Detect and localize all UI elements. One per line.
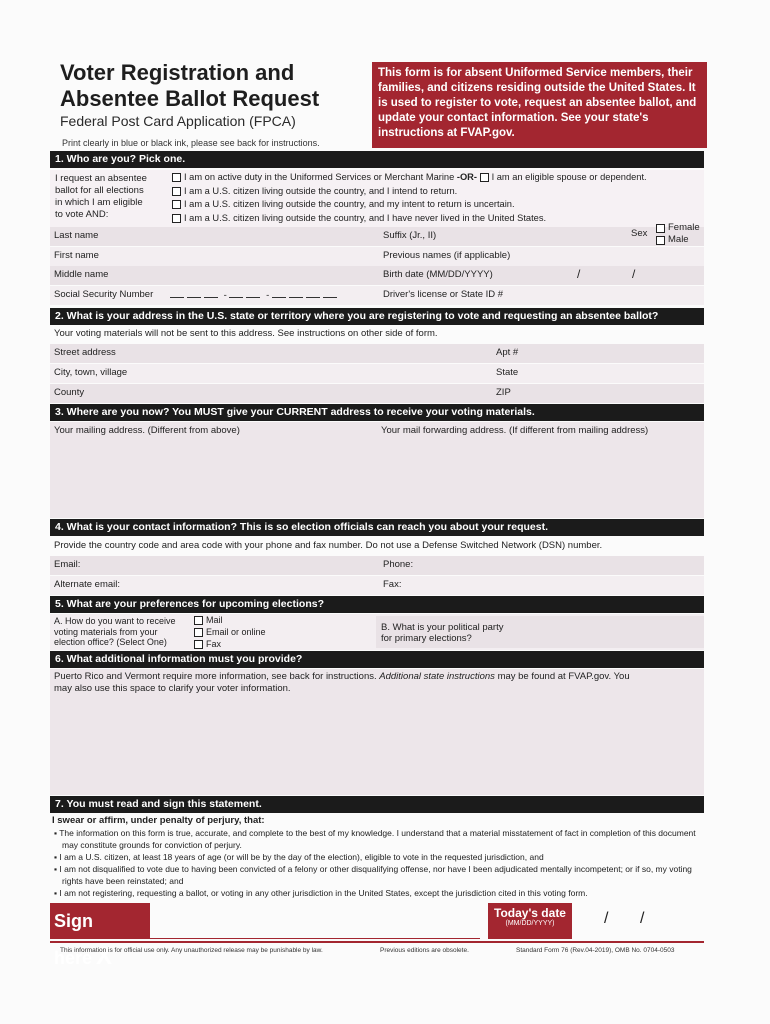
notice-box: This form is for absent Uniformed Service members, their families, and citizens residing outside the United States. It is used to register to vote, request an absentee ballot, and update your contact information. See your state's instructions at FVAP.gov. — [372, 62, 707, 148]
section-1-heading: 1. Who are you? Pick one. — [50, 151, 704, 168]
sex-label: Sex — [631, 228, 648, 239]
date-entry-field[interactable] — [576, 930, 704, 939]
section-1-choices — [172, 171, 647, 225]
alt-email-label: Alternate email: — [54, 579, 121, 590]
sign-x-mark: X — [96, 943, 113, 970]
checkbox-mail[interactable] — [194, 616, 203, 625]
option-mail[interactable]: Mail — [194, 614, 266, 626]
swear-line: I swear or affirm, under penalty of perjury, that: — [52, 815, 265, 826]
intro-line-2: ballot for all elections — [55, 185, 144, 196]
row-first-name[interactable] — [50, 247, 704, 266]
suffix-label: Suffix (Jr., II) — [383, 230, 437, 241]
section-6-instructions: Puerto Rico and Vermont require more information, see back for instructions. Additional state instructions may be found at FVAP.gov. You may also use this space to clarify your voter information. — [54, 671, 630, 694]
street-label: Street address — [54, 347, 116, 358]
previous-names-label: Previous names (if applicable) — [383, 250, 511, 261]
section-3-heading: 3. Where are you now? You MUST give your CURRENT address to receive your voting materials. — [50, 404, 704, 421]
checkbox-spouse-dependent[interactable] — [480, 173, 489, 182]
sign-here-box[interactable]: Sign here X — [50, 903, 150, 939]
row-street[interactable] — [50, 344, 704, 363]
section-1-intro — [55, 173, 147, 221]
section-3-address-area[interactable] — [50, 422, 704, 518]
section-4-note: Provide the country code and area code with your phone and fax number. Do not use a Defense Switched Network (DSN) number. — [54, 540, 603, 551]
license-label: Driver's license or State ID # — [383, 289, 504, 300]
form-subtitle: Federal Post Card Application (FPCA) — [60, 113, 296, 129]
checkbox-email[interactable] — [194, 628, 203, 637]
county-label: County — [54, 387, 85, 398]
apt-label: Apt # — [496, 347, 519, 358]
party-question: B. What is your political party for primary elections? — [381, 622, 504, 644]
receive-question: A. How do you want to receive voting materials from your election office? (Select One) — [54, 616, 176, 647]
print-note: Print clearly in blue or black ink, please see back for instructions. — [62, 138, 320, 148]
checkbox-return-uncertain[interactable] — [172, 200, 181, 209]
checkbox-female[interactable] — [656, 224, 665, 233]
title-line-2: Absentee Ballot Request — [60, 86, 320, 111]
row-city[interactable] — [50, 364, 704, 383]
receive-options — [194, 614, 266, 650]
middle-name-label: Middle name — [54, 269, 109, 280]
email-label: Email: — [54, 559, 81, 570]
title-line-1: Voter Registration and — [60, 60, 295, 85]
option-male[interactable]: Male — [656, 234, 700, 246]
footer-official-use: This information is for official use only. Any unauthorized release may be punishable by law. — [60, 947, 323, 954]
option-email[interactable]: Email or online — [194, 626, 266, 638]
intro-line-4: to vote AND: — [55, 209, 109, 220]
state-label: State — [496, 367, 519, 378]
birth-date-slash-1: / — [577, 267, 581, 281]
intro-line-1: I request an absentee — [55, 173, 147, 184]
section-5-heading: 5. What are your preferences for upcoming elections? — [50, 596, 704, 613]
section-2-note: Your voting materials will not be sent to this address. See instructions on other side of form. — [54, 328, 438, 339]
oath-bullet-1: ▪ The information on this form is true, accurate, and complete to the best of my knowledge. I understand that a material misstatement of fact in completion of this document may constitute grounds for conviction of perjury. — [54, 828, 696, 850]
checkbox-never-lived[interactable] — [172, 214, 181, 223]
section-7-heading: 7. You must read and sign this statement. — [50, 796, 704, 813]
option-return-uncertain[interactable]: I am a U.S. citizen living outside the country, and my intent to return is uncertain. — [172, 198, 647, 212]
checkbox-intend-return[interactable] — [172, 187, 181, 196]
section-2-heading: 2. What is your address in the U.S. state or territory where you are registering to vote and requesting an absentee ballot? — [50, 308, 704, 325]
section-6-heading: 6. What additional information must you provide? — [50, 651, 704, 668]
first-name-label: First name — [54, 250, 99, 261]
todays-date-box: Today's date (MM/DD/YYYY) — [488, 903, 572, 939]
row-middle-name[interactable] — [50, 266, 704, 285]
birth-date-label: Birth date (MM/DD/YYYY) — [383, 269, 493, 280]
row-county[interactable] — [50, 384, 704, 403]
signature-line[interactable] — [150, 938, 480, 939]
option-intend-return[interactable]: I am a U.S. citizen living outside the country, and I intend to return. — [172, 185, 647, 199]
option-active-duty[interactable]: I am on active duty in the Uniformed Services or Merchant Marine -OR- I am an eligible spouse or dependent. — [172, 171, 647, 185]
form-title — [60, 60, 319, 112]
oath-bullet-4: ▪ I am not registering, requesting a ballot, or voting in any other jurisdiction in the United States, except the jurisdiction cited in this voting form. — [54, 888, 588, 898]
last-name-label: Last name — [54, 230, 99, 241]
option-never-lived[interactable]: I am a U.S. citizen living outside the country, and I have never lived in the United States. — [172, 212, 647, 226]
intro-line-3: in which I am eligible — [55, 197, 143, 208]
ssn-entry-lines[interactable]: - - — [170, 288, 340, 301]
option-fax[interactable]: Fax — [194, 638, 266, 650]
birth-date-slash-2: / — [632, 267, 636, 281]
checkbox-active-duty[interactable] — [172, 173, 181, 182]
checkbox-male[interactable] — [656, 236, 665, 245]
bottom-red-rule — [50, 941, 704, 943]
fax-label: Fax: — [383, 579, 402, 590]
date-slash-1: / — [604, 910, 609, 927]
ssn-label: Social Security Number — [54, 289, 154, 300]
checkbox-fax[interactable] — [194, 640, 203, 649]
section-4-heading: 4. What is your contact information? This is so election officials can reach you about your request. — [50, 519, 704, 536]
mailing-address-label: Your mailing address. (Different from above) — [54, 425, 240, 436]
footer-form-number: Standard Form 76 (Rev.04-2019), OMB No. 0704-0503 — [516, 947, 675, 954]
phone-label: Phone: — [383, 559, 414, 570]
row-alt-email-fax[interactable] — [50, 576, 704, 595]
oath-bullet-2: ▪ I am a U.S. citizen, at least 18 years of age (or will be by the day of the election), eligible to vote in the requested jurisdiction, and — [54, 852, 544, 862]
date-slash-2: / — [640, 910, 645, 927]
zip-label: ZIP — [496, 387, 511, 398]
oath-statement — [52, 815, 702, 899]
footer-obsolete: Previous editions are obsolete. — [380, 947, 469, 954]
sex-options — [656, 222, 700, 246]
row-last-name[interactable] — [50, 227, 704, 246]
city-label: City, town, village — [54, 367, 128, 378]
forwarding-address-label: Your mail forwarding address. (If different from mailing address) — [381, 425, 649, 436]
option-female[interactable]: Female — [656, 222, 700, 234]
oath-bullet-3: ▪ I am not disqualified to vote due to having been convicted of a felony or other disqualifying offense, nor have I been adjudicated mentally incompetent; or if so, my voting rights have been reinstated; and — [54, 864, 692, 886]
row-email-phone[interactable] — [50, 556, 704, 575]
